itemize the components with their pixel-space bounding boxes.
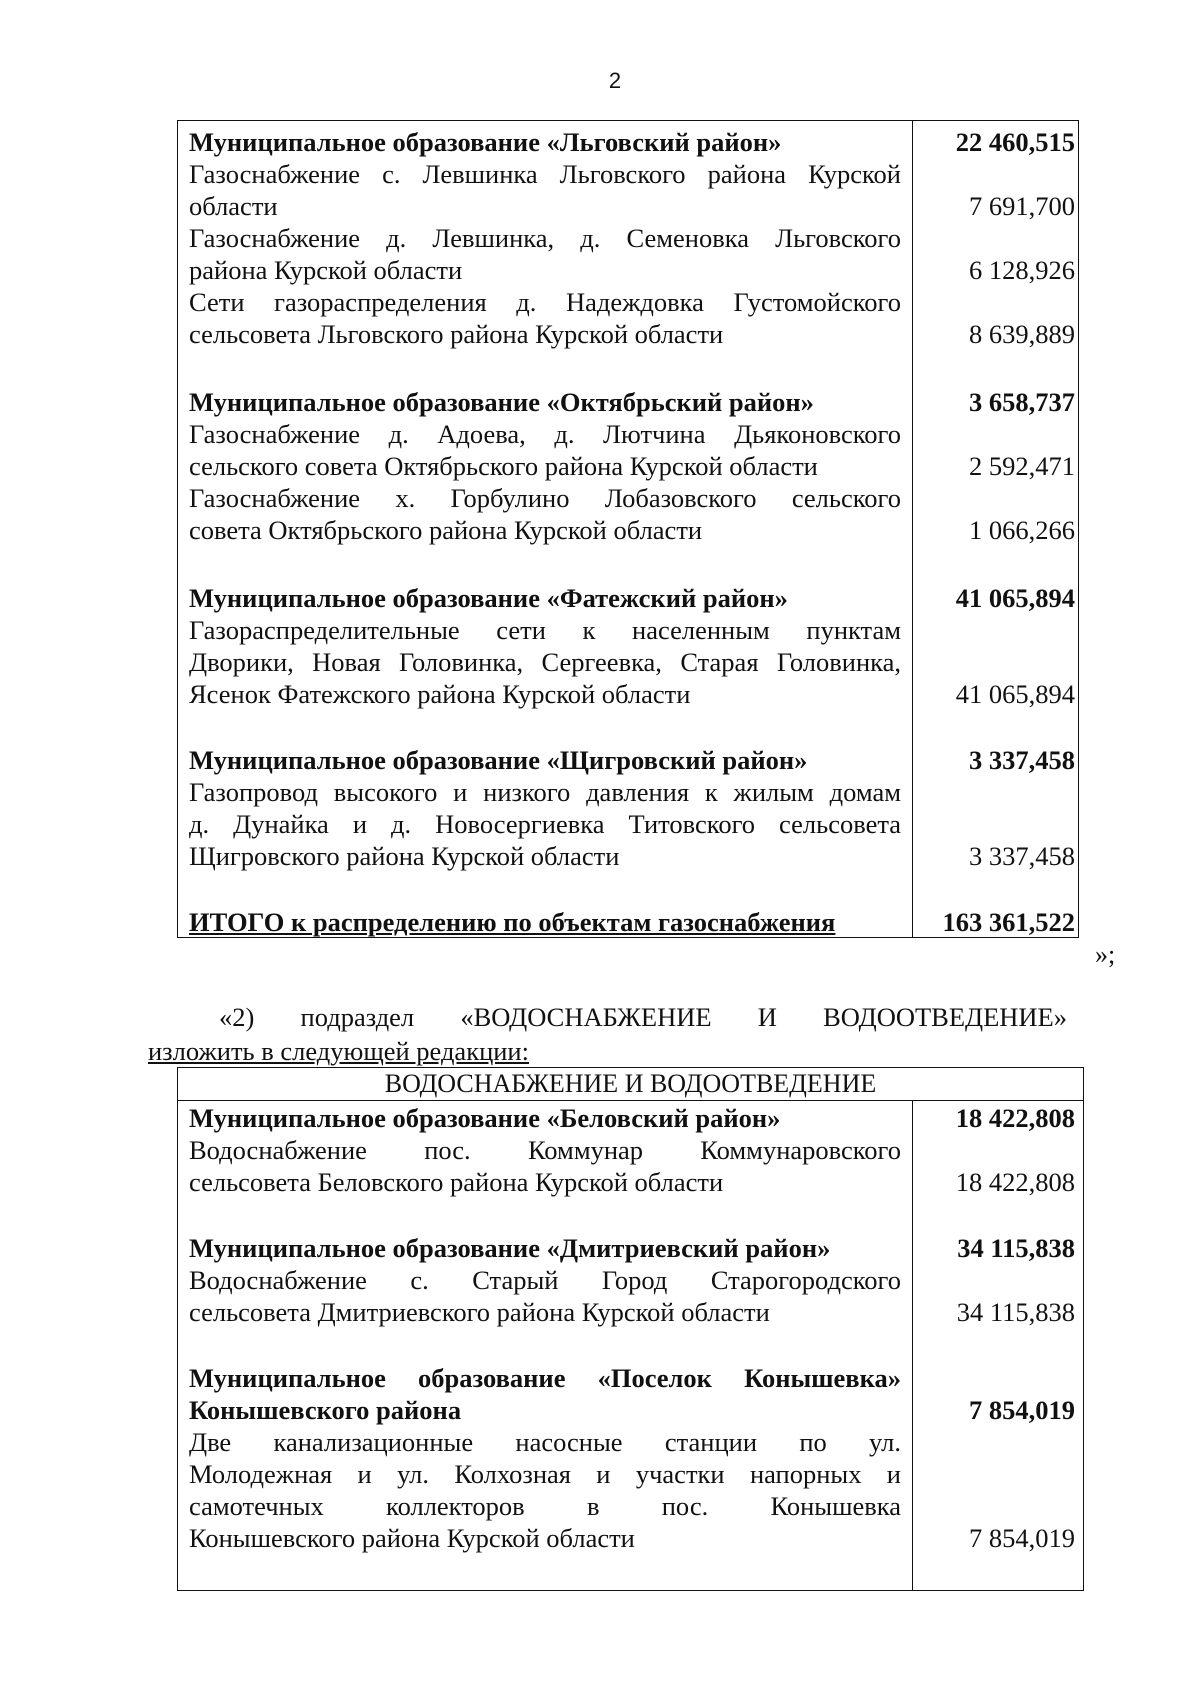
item-value: 18 422,808 [955,1167,1075,1197]
item-line: Газоснабжение х. Горбулино Лобазовского сельского [189,483,901,513]
column-divider [912,1101,913,1590]
closing-quote: »; [1095,940,1116,969]
grand-total-label: ИТОГО к распределению по объектам газоснабжения [189,907,836,937]
item-line: Газоснабжение с. Левшинка Льговского района Курской [189,159,901,189]
item-line: совета Октябрьского района Курской области [189,515,703,545]
block-total: 22 460,515 [955,127,1075,157]
paragraph-line: изложить в следующей редакции: [148,1036,529,1066]
block-total: 3 337,458 [969,745,1075,775]
block-title: Муниципальное образование «Поселок Конышевка» [189,1363,901,1393]
item-line: области [189,191,278,221]
item-value: 8 639,889 [969,319,1075,349]
item-line: сельсовета Льговского района Курской области [189,319,724,349]
block-total: 3 658,737 [969,387,1075,417]
item-line: Конышевского района Курской области [189,1523,635,1553]
item-line: сельсовета Дмитриевского района Курской области [189,1297,770,1327]
item-value: 7 691,700 [969,191,1075,221]
item-line: Газоснабжение д. Адоева, д. Лютчина Дьяконовского [189,419,901,449]
item-line: района Курской области [189,255,463,285]
item-line: Газоснабжение д. Левшинка, д. Семеновка Льговского [189,223,901,253]
block-title: Муниципальное образование «Льговский район» [189,127,782,157]
item-line: Газопровод высокого и низкого давления к жилым домам [189,777,901,807]
item-line: самотечных коллекторов в пос. Конышевка [189,1491,901,1521]
table-header: ВОДОСНАБЖЕНИЕ И ВОДООТВЕДЕНИЕ [178,1068,1083,1101]
item-value: 34 115,838 [956,1297,1075,1327]
item-value: 2 592,471 [969,451,1075,481]
item-line: Газораспределительные сети к населенным пунктам [189,615,901,645]
item-value: 41 065,894 [955,679,1075,709]
item-line: сельского совета Октябрьского района Курской области [189,451,818,481]
item-line: д. Дунайка и д. Новосергиевка Титовского сельсовета [189,809,901,839]
item-value: 1 066,266 [969,515,1075,545]
block-total: 7 854,019 [969,1395,1075,1425]
item-line: Водоснабжение пос. Коммунар Коммунаровского [189,1135,901,1165]
item-line: Щигровского района Курской области [189,841,620,871]
block-total: 34 115,838 [957,1233,1075,1263]
item-line: сельсовета Беловского района Курской области [189,1167,724,1197]
item-line: Дворики, Новая Головинка, Сергеевка, Старая Головинка, [189,647,901,677]
item-line: Ясенок Фатежского района Курской области [189,679,691,709]
block-title: Муниципальное образование «Беловский район» [189,1103,781,1133]
block-title: Муниципальное образование «Дмитриевский район» [189,1233,831,1263]
block-title: Муниципальное образование «Октябрьский район» [189,387,814,417]
item-value: 6 128,926 [969,255,1075,285]
item-line: Сети газораспределения д. Надеждовка Густомойского [189,287,901,317]
item-value: 7 854,019 [969,1523,1075,1553]
block-total: 18 422,808 [955,1103,1075,1133]
item-value: 3 337,458 [969,841,1075,871]
item-line: Две канализационные насосные станции по ул. [189,1427,901,1457]
item-line: Водоснабжение с. Старый Город Старогородского [189,1265,901,1295]
paragraph-line: «2) подраздел «ВОДОСНАБЖЕНИЕ И ВОДООТВЕДЕНИЕ» [219,1002,1067,1032]
column-divider [912,121,913,937]
block-title: Конышевского района [189,1395,462,1425]
block-total: 41 065,894 [955,583,1075,613]
grand-total-value: 163 361,522 [942,907,1075,937]
item-line: Молодежная и ул. Колхозная и участки напорных и [189,1459,901,1489]
page-number: 2 [608,68,622,93]
block-title: Муниципальное образование «Фатежский район» [189,583,788,613]
block-title: Муниципальное образование «Щигровский район» [189,745,808,775]
